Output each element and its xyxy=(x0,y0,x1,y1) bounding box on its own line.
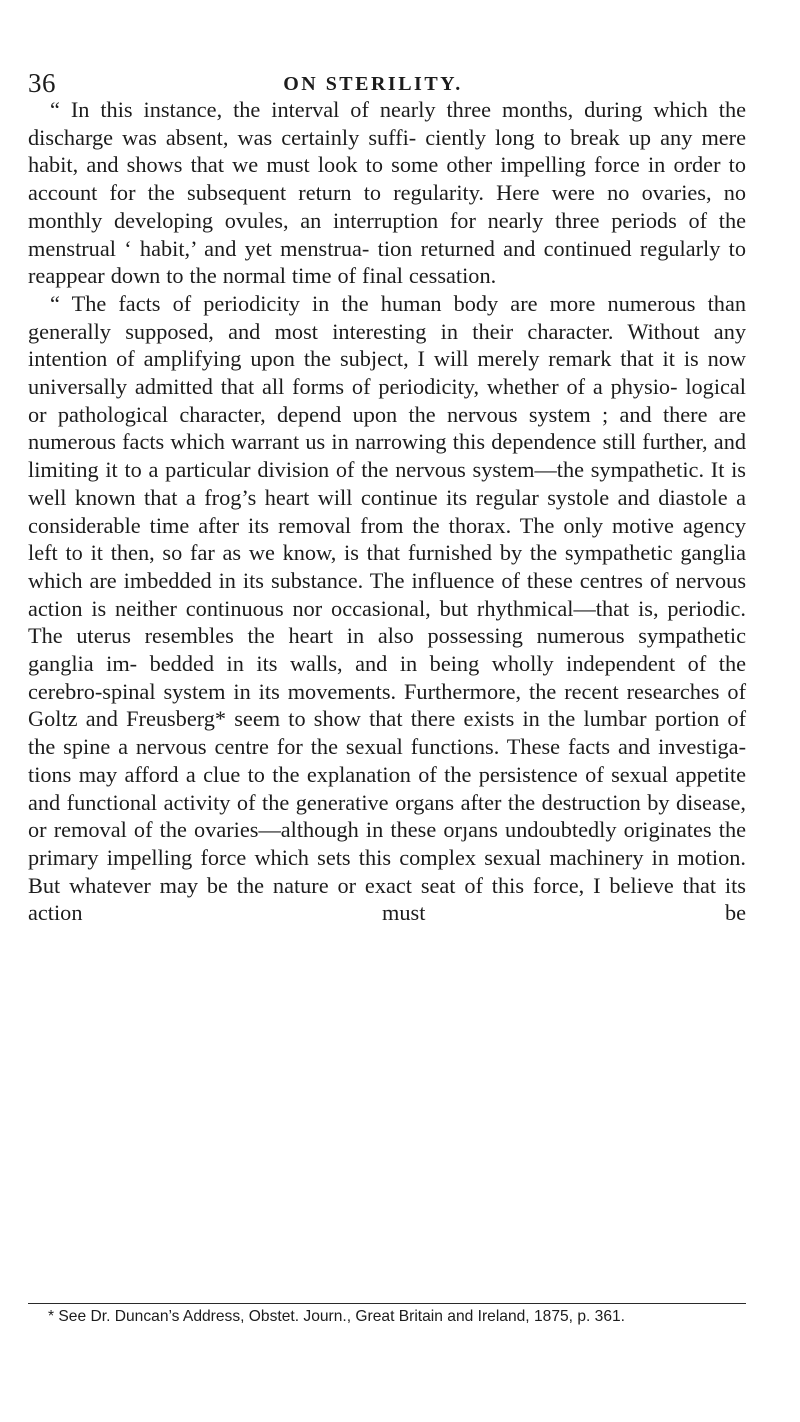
footnote-divider xyxy=(28,1303,746,1304)
footnote: * See Dr. Duncan’s Address, Obstet. Journ., Great Britain and Ireland, 1875, p. 361. xyxy=(48,1308,626,1325)
running-title: ON STERILITY. xyxy=(283,73,463,95)
paragraph-menstruation-habit: “ In this instance, the interval of nearly three months, during which the discharge was absent, was certainly suffi- ciently long to break up any mere habit, and shows that we must look to some other impelling force in order to account for the subsequent return to regularity. Here were no ovaries, no monthly developing ovules, an interruption for nearly three periods of the menstrual ‘ habit,’ and yet menstrua- tion returned and continued regularly to reappear down to the normal time of final cessation. xyxy=(28,97,746,289)
running-head xyxy=(28,66,718,100)
body-text xyxy=(28,96,746,927)
paragraph-periodicity: “ The facts of periodicity in the human body are more numerous than generally supposed, and most interesting in their character. Without any intention of amplifying upon the subject, I will merely remark that it is now universally admitted that all forms of periodicity, whether of a physio- logical or pathological character, depend upon the nervous system ; and there are numerous facts which warrant us in narrowing this dependence still further, and limiting it to a particular division of the nervous system—the sympathetic. It is well known that a frog’s heart will continue its regular systole and diastole a considerable time after its removal from the thorax. The only motive agency left to it then, so far as we know, is that furnished by the sympathetic ganglia which are imbedded in its substance. The influence of these centres of nervous action is neither continuous nor occasional, but rhythmical—that is, periodic. The uterus resembles the heart in also possessing numerous sympathetic ganglia im- bedded in its walls, and in being wholly independent of the cerebro-spinal system in its movements. Furthermore, the recent researches of Goltz and Freusberg* seem to show that there exists in the lumbar portion of the spine a nervous centre for the sexual functions. These facts and investiga- tions may afford a clue to the explanation of the persistence of sexual appetite and functional activity of the generative organs after the destruction by disease, or removal of the ovaries—although in these orȷans undoubtedly originates the primary impelling force which sets this complex sexual machinery in motion. But whatever may be the nature or exact seat of this force, I believe that its action must be xyxy=(28,290,746,926)
page-number: 36 xyxy=(28,68,56,98)
